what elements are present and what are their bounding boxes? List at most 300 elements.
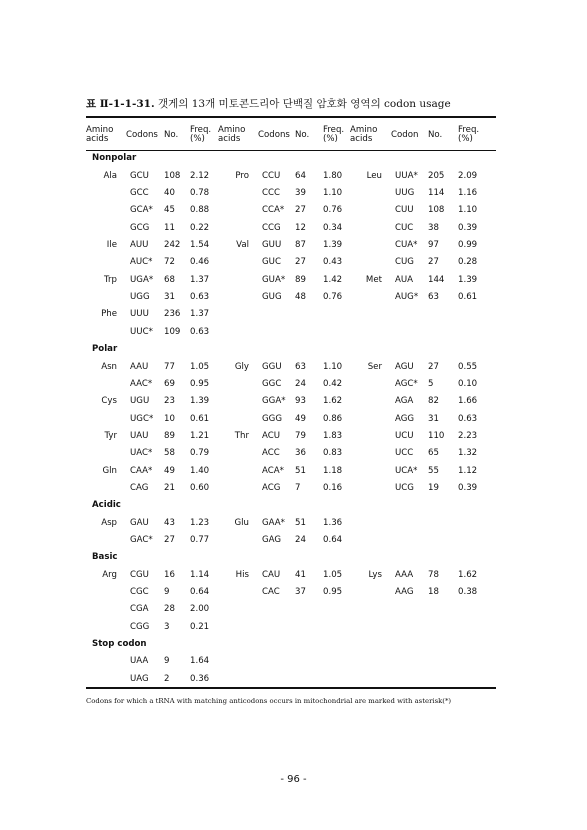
freq-cell: 1.37 [190, 309, 210, 320]
count-cell: 79 [295, 430, 306, 441]
codon-cell: CUC [395, 222, 414, 233]
codon-cell [258, 670, 295, 687]
amino-acid-cell [350, 410, 391, 427]
freq-cell: 0.43 [323, 257, 343, 268]
freq-cell: 0.99 [458, 240, 478, 251]
codon-cell: UGG [130, 292, 150, 303]
amino-acid-cell [350, 462, 391, 479]
freq-cell: 0.42 [323, 378, 343, 389]
count-cell [295, 618, 323, 635]
amino-acid-cell [350, 532, 391, 549]
amino-acid-cell: His [235, 569, 249, 580]
amino-acid-cell [350, 601, 391, 618]
codon-cell: UGU [130, 396, 150, 407]
freq-cell: 0.34 [323, 222, 343, 233]
codon-usage-table [86, 120, 496, 688]
count-cell: 110 [428, 430, 445, 441]
amino-acid-cell [86, 601, 126, 618]
codon-cell: CAC [262, 586, 280, 597]
amino-acid-cell: Arg [102, 569, 117, 580]
freq-cell: 1.18 [323, 465, 343, 476]
table-row [86, 618, 496, 635]
count-cell: 36 [295, 448, 306, 459]
count-cell: 43 [164, 517, 175, 528]
count-cell: 18 [428, 586, 439, 597]
amino-acid-cell [86, 202, 126, 219]
table-row [86, 323, 496, 340]
freq-cell: 1.39 [458, 274, 478, 285]
codon-cell: UAA [130, 656, 149, 667]
count-cell: 12 [295, 222, 306, 233]
count-cell: 93 [295, 396, 306, 407]
amino-acid-cell [350, 254, 391, 271]
count-cell: 65 [428, 448, 439, 459]
codon-cell: UUC* [130, 326, 153, 337]
codon-cell: GCG [130, 222, 150, 233]
table-row [86, 254, 496, 271]
amino-acid-cell [218, 618, 258, 635]
freq-cell: 1.23 [190, 517, 210, 528]
count-cell: 108 [428, 205, 445, 216]
amino-acid-cell: Ser [367, 361, 382, 372]
codon-cell: UCA* [395, 465, 418, 476]
codon-cell [258, 618, 295, 635]
amino-acid-cell [350, 202, 391, 219]
codon-cell: UCG [395, 482, 414, 493]
codon-cell [258, 601, 295, 618]
count-cell: 64 [295, 170, 306, 181]
codon-cell: GAG [262, 534, 282, 545]
freq-cell: 1.62 [323, 396, 343, 407]
count-cell: 24 [295, 534, 306, 545]
freq-cell: 1.21 [190, 430, 210, 441]
amino-acid-cell [218, 480, 258, 497]
codon-cell: UCU [395, 430, 414, 441]
count-cell: 5 [428, 378, 434, 389]
codon-cell [258, 653, 295, 670]
freq-cell: 1.16 [458, 188, 478, 199]
codon-cell [391, 618, 428, 635]
codon-cell: CCU [262, 170, 281, 181]
codon-cell [391, 306, 428, 323]
header-freq: Freq. (%) [190, 125, 212, 144]
codon-cell: AGA [395, 396, 414, 407]
section-title: Nonpolar [92, 153, 137, 164]
count-cell: 31 [164, 292, 175, 303]
amino-acid-cell [86, 219, 126, 236]
count-cell: 28 [164, 604, 175, 615]
table-row [86, 185, 496, 202]
codon-cell: UAC* [130, 448, 153, 459]
freq-cell [323, 653, 350, 670]
amino-acid-cell [218, 202, 258, 219]
count-cell: 63 [428, 292, 439, 303]
codon-cell: GUU [262, 240, 282, 251]
amino-acid-cell [86, 375, 126, 392]
count-cell: 27 [295, 257, 306, 268]
codon-cell: GGC [262, 378, 282, 389]
count-cell: 114 [428, 188, 445, 199]
codon-cell: GUG [262, 292, 282, 303]
count-cell: 69 [164, 378, 175, 389]
codon-cell: CGG [130, 621, 150, 632]
header-amino-acids: Amino acids [86, 125, 114, 144]
table-row [86, 358, 496, 375]
amino-acid-cell [86, 445, 126, 462]
codon-cell: AAG [395, 586, 414, 597]
amino-acid-cell [350, 428, 391, 445]
table-top-rule [86, 116, 496, 118]
count-cell: 21 [164, 482, 175, 493]
freq-cell: 0.63 [190, 326, 210, 337]
freq-cell: 0.63 [190, 292, 210, 303]
freq-cell: 1.10 [323, 361, 343, 372]
freq-cell: 1.05 [190, 361, 210, 372]
amino-acid-cell [218, 532, 258, 549]
header-codons: Codons [258, 129, 290, 140]
amino-acid-cell [350, 393, 391, 410]
count-cell: 38 [428, 222, 439, 233]
table-caption [86, 96, 526, 111]
table-row [86, 445, 496, 462]
count-cell [428, 532, 458, 549]
amino-acid-cell [86, 618, 126, 635]
table-row [86, 219, 496, 236]
count-cell: 89 [295, 274, 306, 285]
codon-cell: ACC [262, 448, 280, 459]
freq-cell: 2.00 [190, 604, 210, 615]
amino-acid-cell: Ile [106, 240, 117, 251]
count-cell: 9 [164, 586, 170, 597]
count-cell: 7 [295, 482, 301, 493]
header-amino-acids: Amino acids [350, 125, 378, 144]
amino-acid-cell [218, 670, 258, 687]
codon-cell: GUA* [262, 274, 286, 285]
count-cell [428, 618, 458, 635]
freq-cell: 1.37 [190, 274, 210, 285]
count-cell: 236 [164, 309, 181, 320]
count-cell: 41 [295, 569, 306, 580]
codon-cell: GAA* [262, 517, 285, 528]
codon-cell: CCG [262, 222, 281, 233]
header-no: No. [164, 129, 179, 140]
table-row [86, 428, 496, 445]
count-cell [428, 323, 458, 340]
amino-acid-cell [350, 445, 391, 462]
freq-cell: 2.09 [458, 170, 478, 181]
count-cell: 23 [164, 396, 175, 407]
count-cell: 205 [428, 170, 445, 181]
amino-acid-cell [218, 219, 258, 236]
count-cell: 16 [164, 569, 175, 580]
count-cell: 51 [295, 465, 306, 476]
codon-cell: CUG [395, 257, 414, 268]
table-row [86, 532, 496, 549]
section-title: Stop codon [92, 639, 147, 649]
count-cell: 27 [295, 205, 306, 216]
count-cell: 11 [164, 222, 175, 233]
amino-acid-cell [86, 410, 126, 427]
count-cell: 49 [164, 465, 175, 476]
codon-cell: CGC [130, 586, 149, 597]
codon-cell: UAU [130, 430, 149, 441]
table-row [86, 167, 496, 184]
codon-cell [391, 323, 428, 340]
count-cell: 63 [295, 361, 306, 372]
codon-cell: GGU [262, 361, 282, 372]
codon-cell: AAA [395, 569, 414, 580]
table-row [86, 514, 496, 531]
count-cell: 55 [428, 465, 439, 476]
count-cell: 19 [428, 482, 439, 493]
count-cell: 27 [164, 534, 175, 545]
amino-acid-cell [218, 375, 258, 392]
table-body [86, 150, 496, 688]
freq-cell: 0.55 [458, 361, 478, 372]
count-cell [295, 323, 323, 340]
codon-cell: CCC [262, 188, 281, 199]
freq-cell: 0.83 [323, 448, 343, 459]
amino-acid-cell [218, 462, 258, 479]
codon-cell: UGC* [130, 413, 154, 424]
section-header-row [86, 636, 496, 653]
freq-cell: 1.10 [458, 205, 478, 216]
freq-cell: 0.22 [190, 222, 210, 233]
amino-acid-cell: Tyr [104, 430, 117, 441]
amino-acid-cell: Cys [101, 396, 117, 407]
table-header [86, 120, 496, 150]
codon-cell [391, 601, 428, 618]
amino-acid-cell [350, 219, 391, 236]
freq-cell [458, 306, 496, 323]
freq-cell: 1.12 [458, 465, 478, 476]
amino-acid-cell: Lys [368, 569, 382, 580]
count-cell: 10 [164, 413, 175, 424]
codon-cell: GGG [262, 413, 282, 424]
freq-cell: 1.39 [323, 240, 343, 251]
amino-acid-cell: Leu [366, 170, 382, 181]
header-amino-acids: Amino acids [218, 125, 246, 144]
amino-acid-cell: Phe [101, 309, 117, 320]
codon-cell: CAG [130, 482, 149, 493]
table-row [86, 271, 496, 288]
section-header-row [86, 341, 496, 358]
amino-acid-cell [350, 584, 391, 601]
amino-acid-cell: Asp [101, 517, 117, 528]
freq-cell [458, 670, 496, 687]
codon-cell: AUG* [395, 292, 419, 303]
table-row [86, 480, 496, 497]
amino-acid-cell [350, 480, 391, 497]
freq-cell: 0.16 [323, 482, 343, 493]
amino-acid-cell [218, 445, 258, 462]
amino-acid-cell [218, 410, 258, 427]
section-header-row [86, 549, 496, 566]
count-cell [295, 306, 323, 323]
freq-cell [458, 618, 496, 635]
freq-cell: 0.88 [190, 205, 210, 216]
codon-cell [391, 514, 428, 531]
count-cell: 49 [295, 413, 306, 424]
amino-acid-cell [86, 584, 126, 601]
amino-acid-cell [218, 393, 258, 410]
header-no: No. [295, 129, 310, 140]
codon-cell: AAU [130, 361, 149, 372]
count-cell: 40 [164, 188, 175, 199]
section-title: Basic [92, 552, 118, 563]
count-cell: 89 [164, 430, 175, 441]
freq-cell: 1.66 [458, 396, 478, 407]
codon-cell: GUC [262, 257, 281, 268]
codon-cell [391, 670, 428, 687]
amino-acid-cell [218, 323, 258, 340]
codon-cell: ACG [262, 482, 281, 493]
freq-cell [323, 601, 350, 618]
codon-cell: CUU [395, 205, 414, 216]
table-row [86, 393, 496, 410]
amino-acid-cell [350, 618, 391, 635]
table-title: 갯게의 13개 미토콘드리아 단백질 암호화 영역의 codon usage [157, 98, 451, 110]
section-header-row [86, 150, 496, 167]
codon-cell: UAG [130, 673, 149, 684]
freq-cell: 1.83 [323, 430, 343, 441]
freq-cell: 0.39 [458, 222, 478, 233]
count-cell: 51 [295, 517, 306, 528]
freq-cell [323, 670, 350, 687]
codon-cell: CAU [262, 569, 281, 580]
codon-cell: UCC [395, 448, 414, 459]
amino-acid-cell: Trp [104, 274, 117, 285]
amino-acid-cell [218, 584, 258, 601]
table-row [86, 410, 496, 427]
amino-acid-cell [86, 480, 126, 497]
freq-cell: 1.05 [323, 569, 343, 580]
codon-cell: UUU [130, 309, 149, 320]
codon-cell: AGC* [395, 378, 418, 389]
amino-acid-cell [350, 323, 391, 340]
count-cell: 242 [164, 240, 181, 251]
amino-acid-cell [218, 601, 258, 618]
freq-cell: 2.23 [458, 430, 478, 441]
codon-cell: AAC* [130, 378, 153, 389]
count-cell: 24 [295, 378, 306, 389]
amino-acid-cell: Ala [103, 170, 117, 181]
freq-cell: 0.76 [323, 205, 343, 216]
count-cell: 2 [164, 673, 170, 684]
count-cell: 68 [164, 274, 175, 285]
amino-acid-cell [86, 254, 126, 271]
amino-acid-cell [218, 271, 258, 288]
freq-cell: 0.79 [190, 448, 210, 459]
freq-cell: 0.36 [190, 673, 210, 684]
codon-cell: GCC [130, 188, 149, 199]
codon-cell: GGA* [262, 396, 286, 407]
section-header-row [86, 497, 496, 514]
amino-acid-cell [350, 375, 391, 392]
table-footnote: Codons for which a tRNA with matching anticodons occurs in mitochondrial are marked with asterisk(*) [86, 697, 452, 705]
table-row [86, 306, 496, 323]
amino-acid-cell [350, 237, 391, 254]
freq-cell: 0.77 [190, 534, 210, 545]
freq-cell: 0.21 [190, 621, 210, 632]
count-cell: 9 [164, 656, 170, 667]
amino-acid-cell [350, 306, 391, 323]
count-cell [428, 653, 458, 670]
freq-cell: 1.80 [323, 170, 343, 181]
amino-acid-cell [218, 653, 258, 670]
codon-cell: CUA* [395, 240, 418, 251]
codon-cell: CGA [130, 604, 149, 615]
count-cell: 144 [428, 274, 445, 285]
amino-acid-cell [350, 289, 391, 306]
codon-cell: CCA* [262, 205, 285, 216]
table-row [86, 462, 496, 479]
codon-cell: CAA* [130, 465, 153, 476]
amino-acid-cell [86, 289, 126, 306]
codon-cell: UUA* [395, 170, 418, 181]
codon-cell: AUC* [130, 257, 153, 268]
amino-acid-cell [218, 254, 258, 271]
freq-cell: 1.64 [190, 656, 210, 667]
count-cell [428, 601, 458, 618]
codon-cell: AGU [395, 361, 414, 372]
freq-cell [323, 618, 350, 635]
freq-cell: 1.10 [323, 188, 343, 199]
amino-acid-cell: Thr [234, 430, 249, 441]
freq-cell: 1.40 [190, 465, 210, 476]
codon-cell: AUU [130, 240, 149, 251]
codon-cell: GAU [130, 517, 149, 528]
table-row [86, 653, 496, 670]
amino-acid-cell [350, 514, 391, 531]
freq-cell: 0.10 [458, 378, 478, 389]
codon-cell: AGG [395, 413, 415, 424]
count-cell: 87 [295, 240, 306, 251]
codon-cell: AUA [395, 274, 414, 285]
freq-cell: 0.28 [458, 257, 478, 268]
codon-cell [258, 306, 295, 323]
count-cell: 45 [164, 205, 175, 216]
amino-acid-cell [350, 653, 391, 670]
codon-cell [258, 323, 295, 340]
freq-cell: 0.76 [323, 292, 343, 303]
count-cell: 31 [428, 413, 439, 424]
header-freq: Freq. (%) [458, 125, 480, 144]
section-title: Acidic [92, 500, 121, 511]
freq-cell: 2.12 [190, 170, 210, 181]
count-cell [295, 670, 323, 687]
freq-cell: 0.86 [323, 413, 343, 424]
count-cell: 109 [164, 326, 181, 337]
section-title: Polar [92, 344, 118, 355]
freq-cell: 0.60 [190, 482, 210, 493]
amino-acid-cell [86, 185, 126, 202]
amino-acid-cell [86, 670, 126, 687]
amino-acid-cell: Gly [234, 361, 249, 372]
table-row [86, 289, 496, 306]
table-row [86, 670, 496, 687]
count-cell: 82 [428, 396, 439, 407]
codon-cell: GCU [130, 170, 149, 181]
codon-cell: GCA* [130, 205, 153, 216]
codon-cell: UUG [395, 188, 415, 199]
freq-cell: 0.64 [190, 586, 210, 597]
freq-cell: 0.78 [190, 188, 210, 199]
header-codon: Codon [391, 129, 419, 140]
freq-cell: 1.62 [458, 569, 478, 580]
amino-acid-cell: Val [236, 240, 249, 251]
freq-cell: 0.63 [458, 413, 478, 424]
